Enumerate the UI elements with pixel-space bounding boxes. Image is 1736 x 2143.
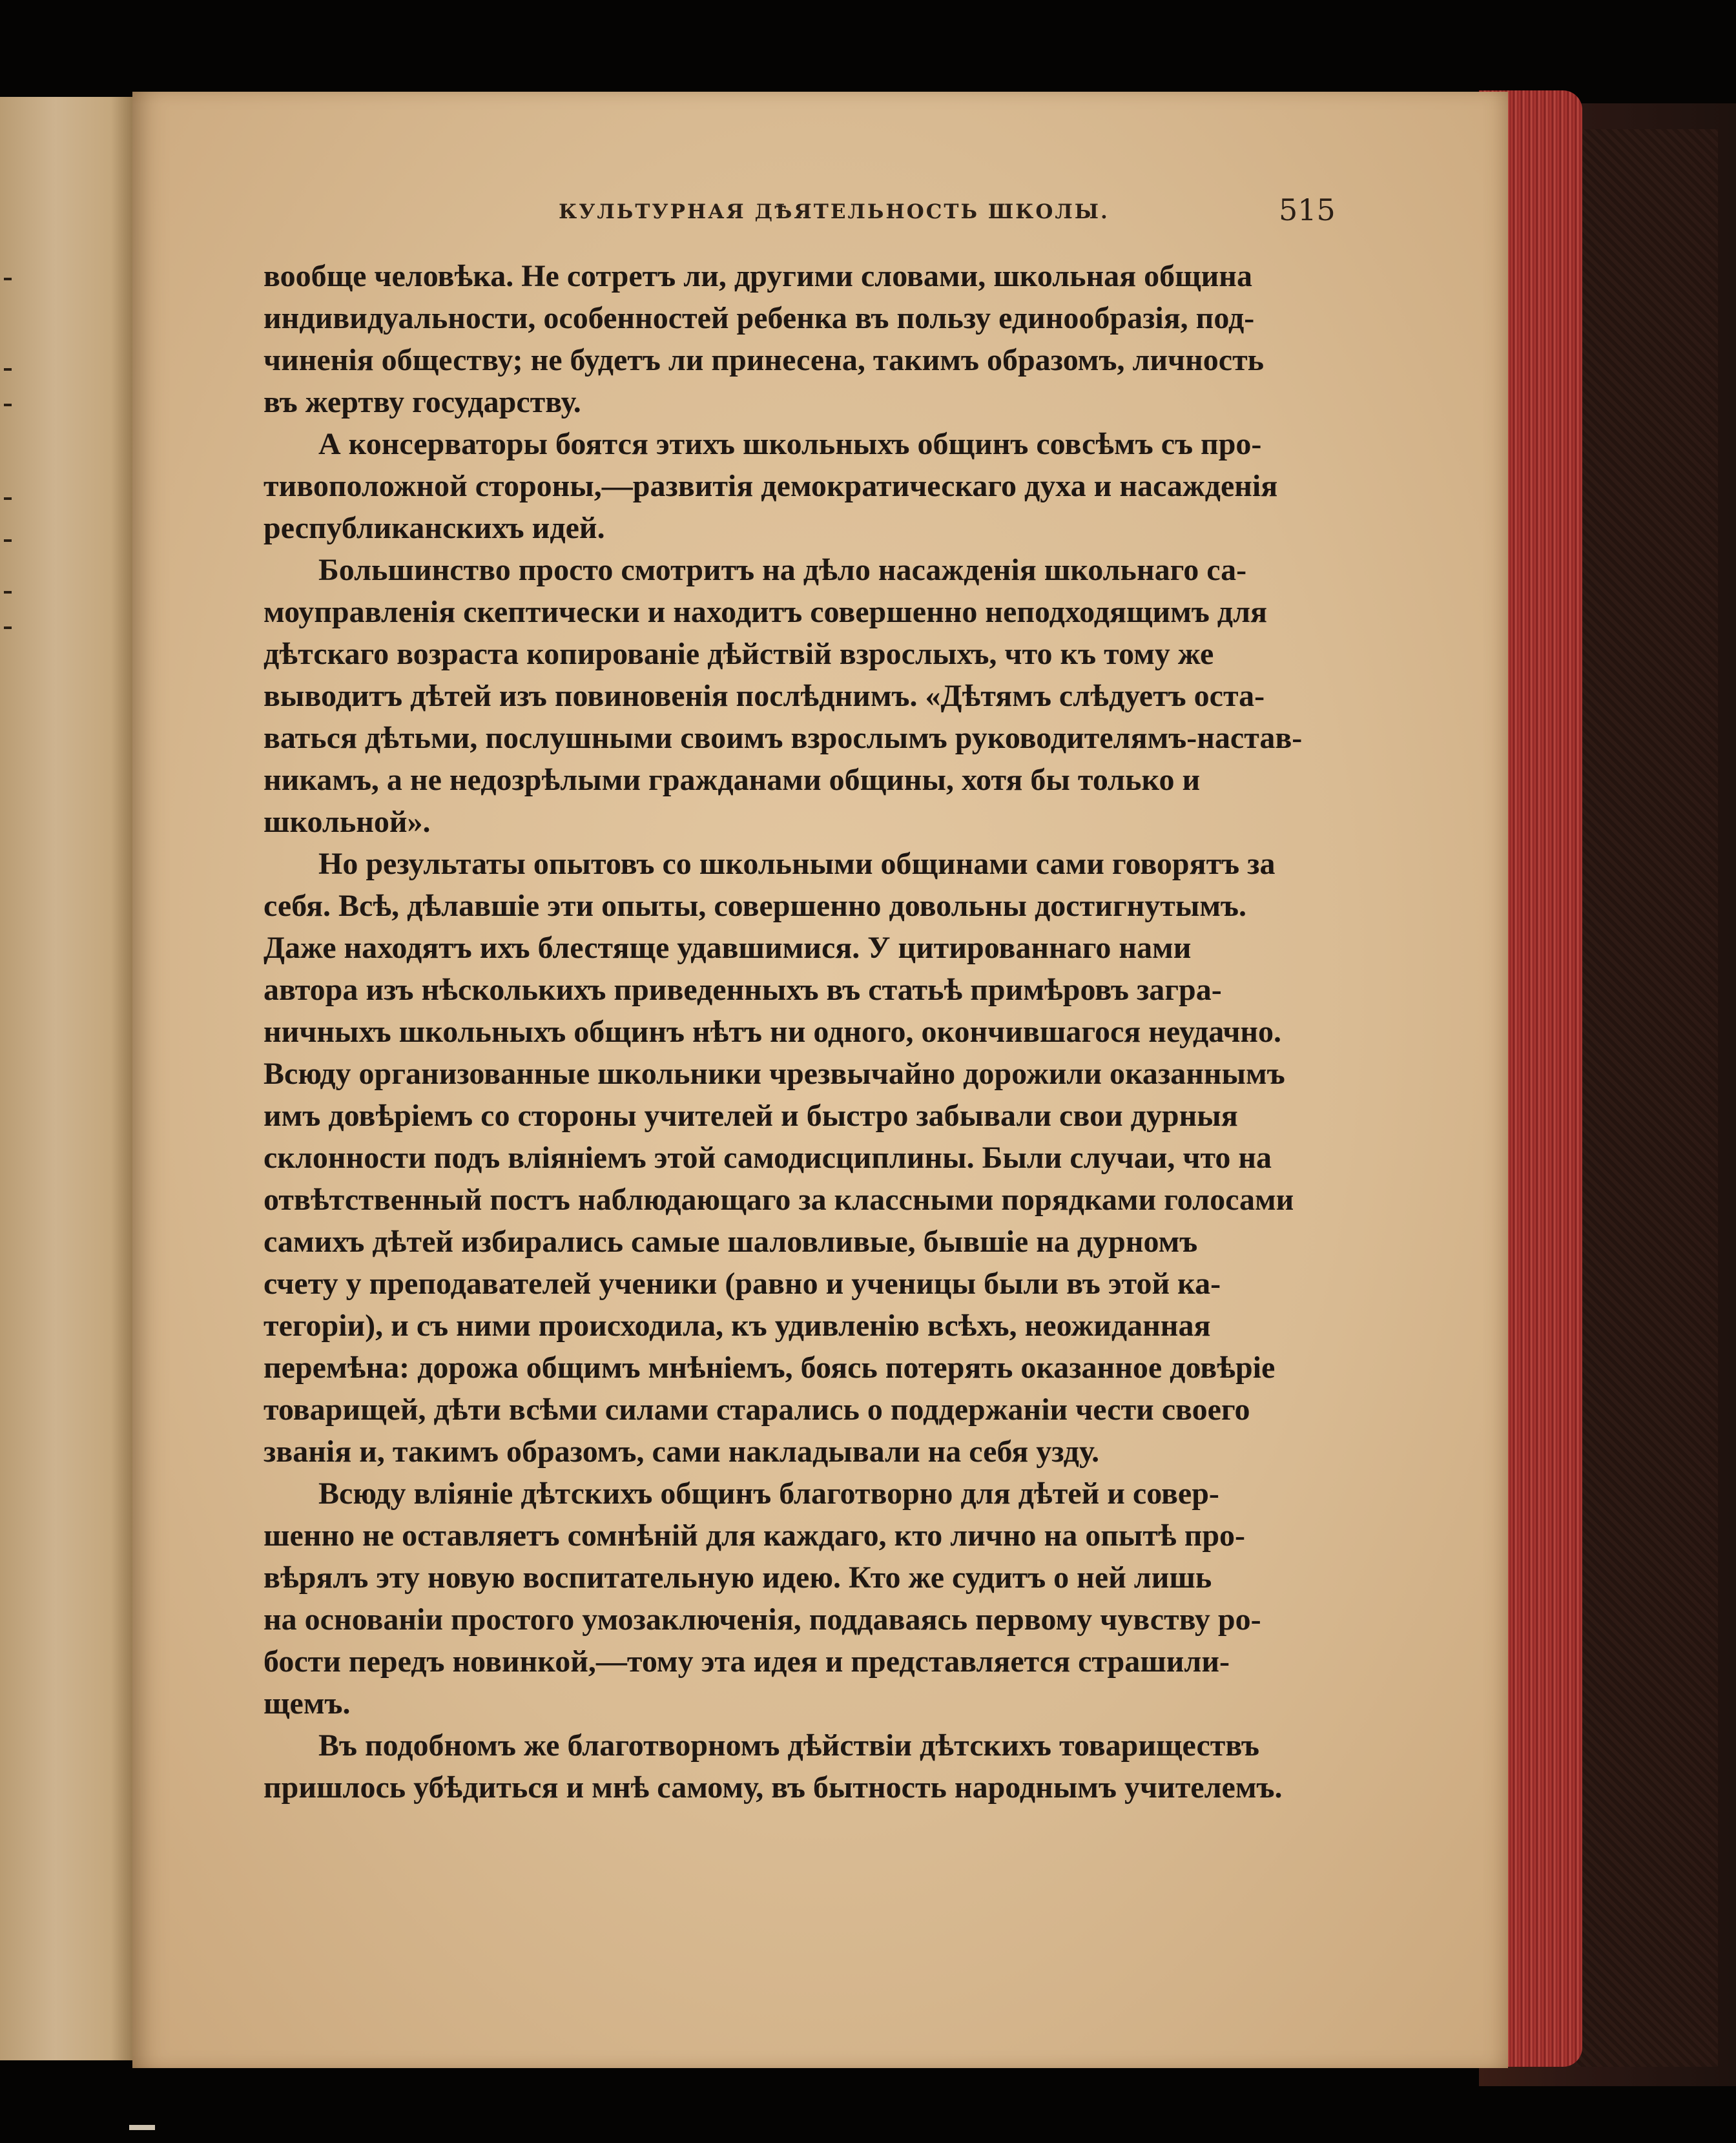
text-line: ваться дѣтьми, послушными своимъ взрослымъ руководителямъ-настав- xyxy=(264,721,1303,755)
text-line: самихъ дѣтей избирались самые шаловливые, бывшіе на дурномъ xyxy=(264,1225,1198,1259)
text-line: тегоріи), и съ ними происходила, къ удивленію всѣхъ, неожиданная xyxy=(264,1309,1211,1343)
text-line: индивидуальности, особенностей ребенка въ пользу единообразія, под- xyxy=(264,301,1255,335)
text-line: Всюду организованные школьники чрезвычайно дорожили оказаннымъ xyxy=(264,1057,1285,1091)
text-line: выводитъ дѣтей изъ повиновенія послѣднимъ. «Дѣтямъ слѣдуетъ оста- xyxy=(264,679,1265,713)
text-line: себя. Всѣ, дѣлавшіе эти опыты, совершенно довольны достигнутымъ. xyxy=(264,889,1247,923)
body-text xyxy=(264,255,1348,1808)
text-line: никамъ, а не недозрѣлыми гражданами общины, хотя бы только и xyxy=(264,763,1201,797)
text-line: щемъ. xyxy=(264,1686,351,1721)
text-line: въ жертву государству. xyxy=(264,385,581,419)
text-line: Въ подобномъ же благотворномъ дѣйствіи дѣтскихъ товариществъ xyxy=(318,1728,1260,1763)
text-line: Но результаты опытовъ со школьными общинами сами говорятъ за xyxy=(318,847,1276,881)
text-line: званія и, такимъ образомъ, сами накладывали на себя узду. xyxy=(264,1434,1100,1469)
facing-page-mark xyxy=(4,591,12,594)
text-line: имъ довѣріемъ со стороны учителей и быстро забывали свои дурныя xyxy=(264,1099,1238,1133)
text-line: дѣтскаго возраста копированіе дѣйствій взрослыхъ, что къ тому же xyxy=(264,637,1214,671)
page-number: 515 xyxy=(1279,192,1336,227)
text-line: шенно не оставляетъ сомнѣній для каждаго, кто лично на опытѣ про- xyxy=(264,1518,1246,1553)
text-line: Большинство просто смотритъ на дѣло насажденія школьнаго са- xyxy=(318,553,1247,587)
text-line: моуправленія скептически и находитъ совершенно неподходящимъ для xyxy=(264,595,1267,629)
text-line: товарищей, дѣти всѣми силами старались о поддержаніи чести своего xyxy=(264,1392,1250,1427)
text-line: счету у преподавателей ученики (равно и ученицы были въ этой ка- xyxy=(264,1267,1221,1301)
text-line: республиканскихъ идей. xyxy=(264,511,605,545)
text-line: автора изъ нѣсколькихъ приведенныхъ въ статьѣ примѣровъ загра- xyxy=(264,973,1222,1007)
text-line: Даже находятъ ихъ блестяще удавшимися. У цитированнаго нами xyxy=(264,931,1192,965)
text-line: на основаніи простого умозаключенія, поддаваясь первому чувству ро- xyxy=(264,1602,1261,1637)
text-line: ничныхъ школьныхъ общинъ нѣтъ ни одного, окончившагося неудачно. xyxy=(264,1015,1282,1049)
facing-page-edge xyxy=(0,97,139,2060)
text-line: вѣрялъ эту новую воспитательную идею. Кто же судитъ о ней лишь xyxy=(264,1560,1212,1595)
facing-page-mark xyxy=(4,497,12,500)
text-line: А консерваторы боятся этихъ школьныхъ общинъ совсѣмъ съ про- xyxy=(318,427,1262,461)
book-cover-cloth xyxy=(1576,129,1718,2067)
text-line: Всюду вліяніе дѣтскихъ общинъ благотворно для дѣтей и совер- xyxy=(318,1476,1219,1511)
facing-page-mark xyxy=(4,539,12,542)
text-line: вообще человѣка. Не сотретъ ли, другими словами, школьная община xyxy=(264,259,1252,293)
facing-page-mark xyxy=(4,368,12,371)
facing-page-mark xyxy=(4,626,12,629)
text-line: тивоположной стороны,—развитія демократическаго духа и насажденія xyxy=(264,469,1278,503)
text-line: перемѣна: дорожа общимъ мнѣніемъ, боясь потерять оказанное довѣріе xyxy=(264,1351,1276,1385)
text-line: бости передъ новинкой,—тому эта идея и представляется страшили- xyxy=(264,1644,1230,1679)
text-line: пришлось убѣдиться и мнѣ самому, въ бытность народнымъ учителемъ. xyxy=(264,1770,1283,1805)
scan-artifact xyxy=(129,2125,155,2130)
facing-page-mark xyxy=(4,404,12,406)
text-line: чиненія обществу; не будетъ ли принесена, такимъ образомъ, личность xyxy=(264,343,1265,377)
facing-page-mark xyxy=(4,278,12,280)
running-head: КУЛЬТУРНАЯ ДѢЯТЕЛЬНОСТЬ ШКОЛЫ. xyxy=(559,200,1110,223)
text-line: отвѣтственный постъ наблюдающаго за классными порядками голосами xyxy=(264,1183,1294,1217)
text-line: склонности подъ вліяніемъ этой самодисциплины. Были случаи, что на xyxy=(264,1141,1272,1175)
text-line: школьной». xyxy=(264,805,431,839)
